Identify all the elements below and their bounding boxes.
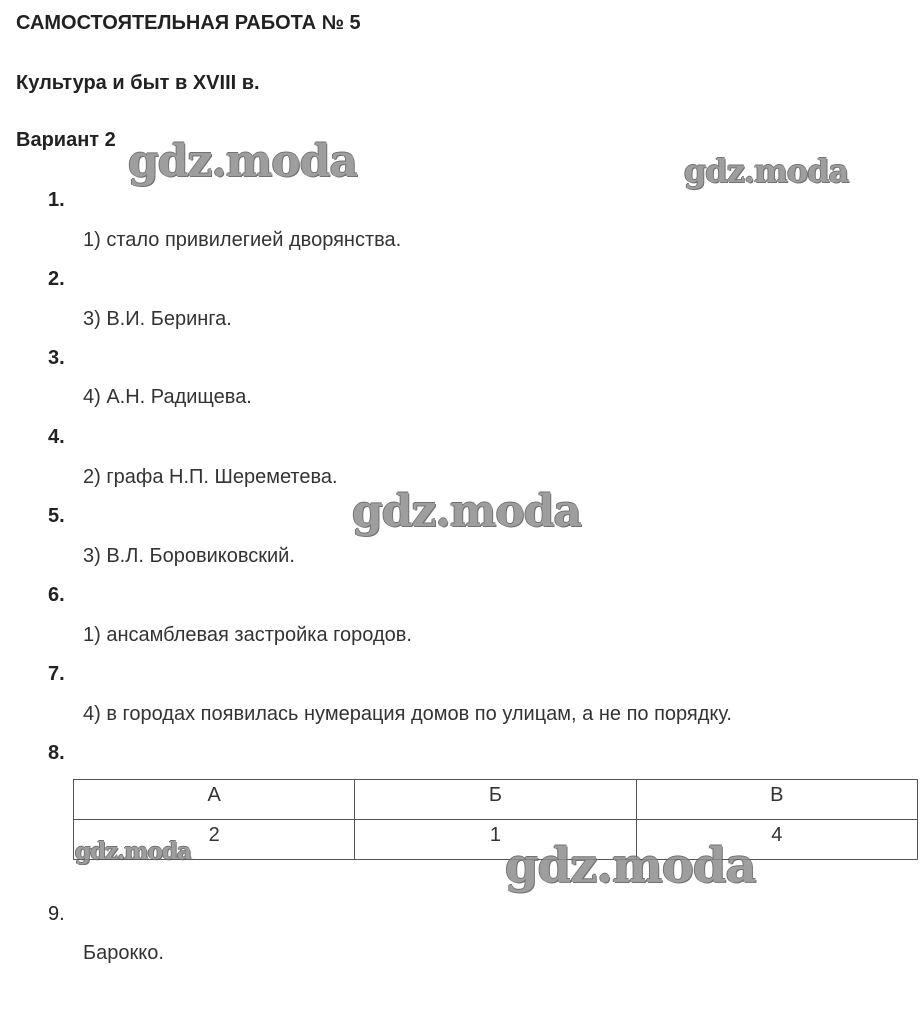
matching-table: [73, 779, 918, 860]
watermark-logo: gdz.moda: [352, 486, 582, 537]
answer-2: 3) В.И. Беринга.: [83, 308, 232, 330]
watermark-logo: gdz.moda: [505, 838, 756, 894]
answer-5: 3) В.Л. Боровиковский.: [83, 545, 295, 567]
answer-3: 4) А.Н. Радищева.: [83, 386, 252, 408]
question-number-3: 3.: [48, 347, 65, 369]
question-number-5: 5.: [48, 505, 65, 527]
question-number-6: 6.: [48, 584, 65, 606]
variant-label: Вариант 2: [16, 129, 116, 151]
answer-1: 1) стало привилегией дворянства.: [83, 229, 402, 251]
question-number-7: 7.: [48, 663, 65, 685]
watermark-logo: gdz.moda: [128, 136, 358, 187]
question-number-2: 2.: [48, 268, 65, 290]
watermark-logo: gdz.moda: [75, 838, 191, 865]
table-header-cell: [636, 780, 917, 820]
answer-7: 4) в городах появилась нумерация домов по улицам, а не по порядку.: [83, 703, 732, 725]
table-header-b: Б: [488, 784, 503, 806]
answer-4: 2) графа Н.П. Шереметева.: [83, 466, 338, 488]
table-header-a: А: [207, 784, 221, 806]
table-value-a: 2: [208, 824, 220, 846]
table-value-b: 1: [489, 824, 502, 846]
table-value-v: 4: [771, 824, 783, 846]
question-number-4: 4.: [48, 426, 65, 448]
table-header-cell: [355, 780, 636, 820]
table-header-cell: [74, 780, 355, 820]
table-header-row: [74, 780, 918, 820]
answer-6: 1) ансамблевая застройка городов.: [83, 624, 412, 646]
watermark-logo: gdz.moda: [684, 152, 849, 190]
question-number-9: 9.: [48, 903, 65, 925]
table-row: [74, 820, 918, 860]
answer-9: Барокко.: [83, 942, 164, 964]
question-number-1: 1.: [48, 189, 65, 211]
page-subtitle: Культура и быт в XVIII в.: [16, 72, 260, 94]
page-title: САМОСТОЯТЕЛЬНАЯ РАБОТА № 5: [16, 12, 361, 34]
question-number-8: 8.: [48, 742, 65, 764]
table-header-v: В: [770, 784, 784, 806]
